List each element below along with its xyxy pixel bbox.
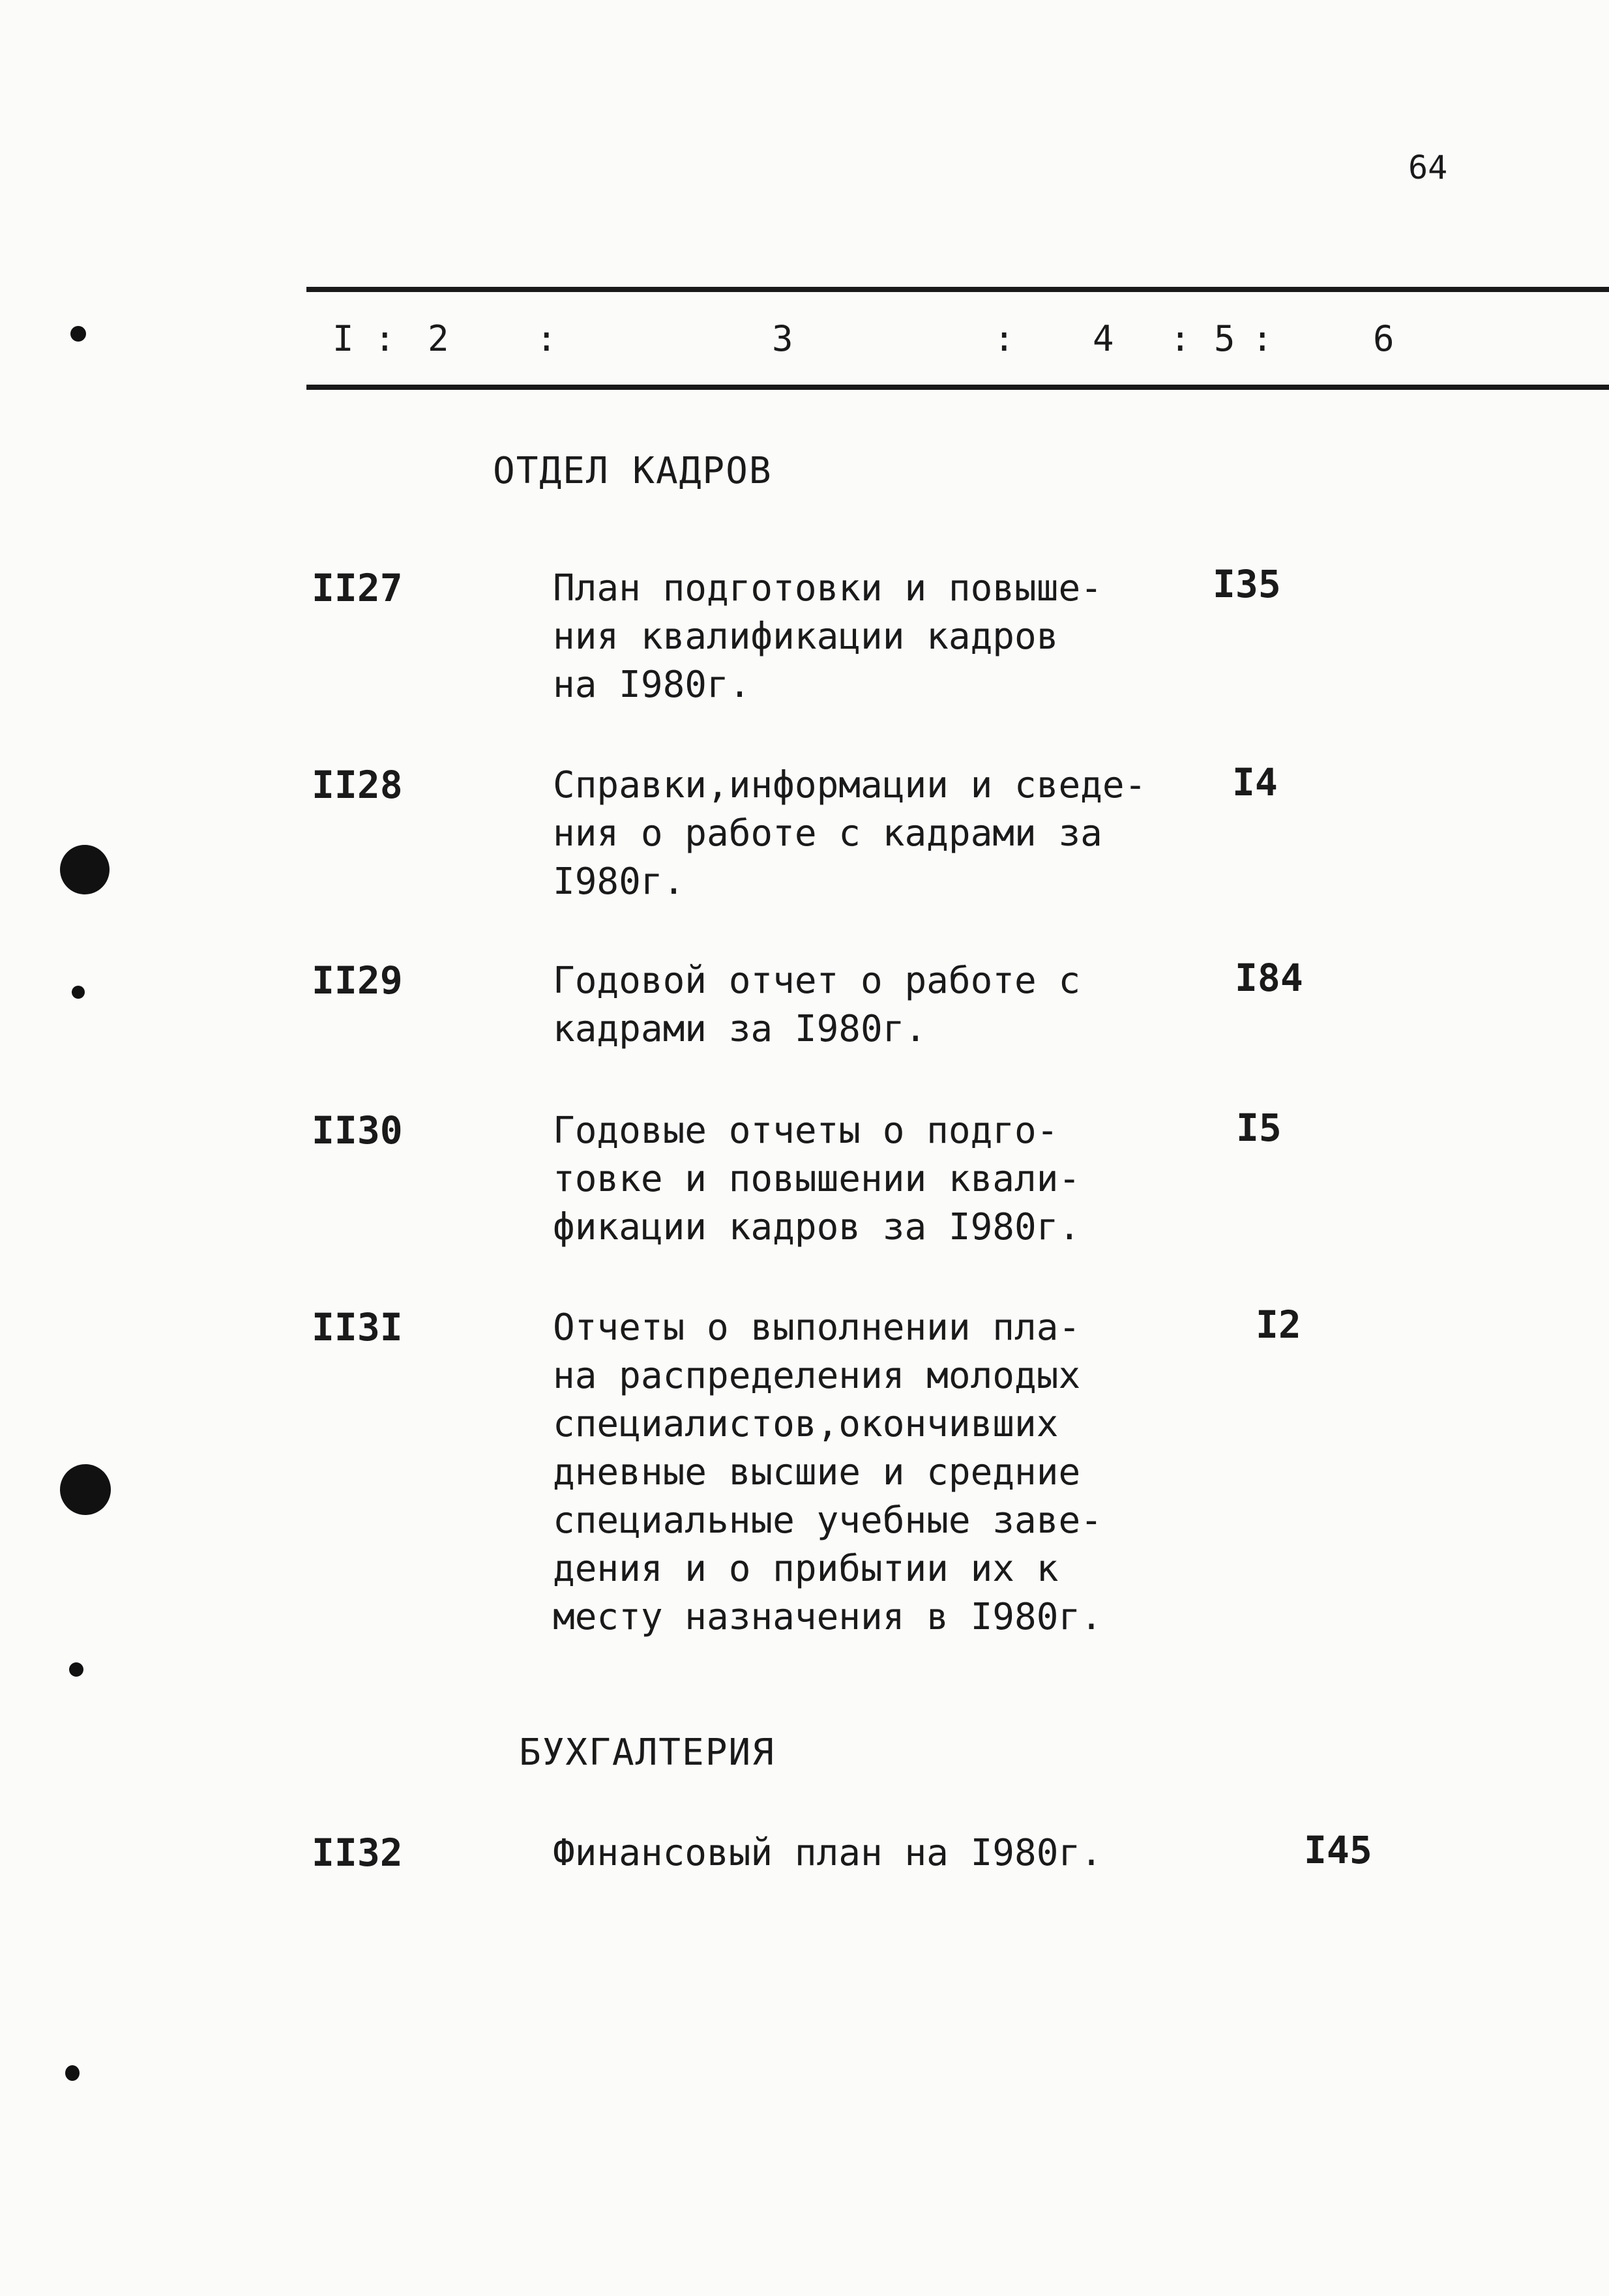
column-header-2: 2 (428, 318, 449, 359)
column-header-1: I (332, 318, 354, 359)
column-separator: : (1252, 318, 1273, 359)
page-number: 64 (1408, 149, 1448, 186)
entry-number: II27 (312, 566, 403, 610)
column-separator: : (374, 318, 396, 359)
entry-sheet-count: I4 (1232, 760, 1278, 804)
binder-hole (72, 986, 85, 999)
entry-sheet-count: I5 (1236, 1106, 1282, 1150)
binder-hole (70, 326, 86, 342)
header-rule-bottom (306, 385, 1609, 390)
header-rule-top (306, 287, 1609, 292)
binder-hole (65, 2065, 80, 2081)
entry-number: II30 (312, 1108, 403, 1153)
entry-title: Справки,информации и сведе- ния о работе с кадрами за I980г. (553, 764, 1147, 903)
column-header-5: 5 (1214, 318, 1235, 359)
entry-number: II28 (312, 763, 403, 807)
binder-hole (60, 845, 110, 894)
column-header-4: 4 (1093, 318, 1114, 359)
entry-sheet-count: I45 (1304, 1828, 1372, 1872)
entry-sheet-count: I2 (1256, 1303, 1301, 1347)
binder-hole (60, 1464, 111, 1515)
entry-number: II29 (312, 958, 403, 1003)
column-separator: : (994, 318, 1015, 359)
entry-title: Годовые отчеты о подго- товке и повышении квали- фикации кадров за I980г. (553, 1110, 1081, 1248)
section-title-personnel: ОТДЕЛ КАДРОВ (493, 450, 773, 492)
entry-title: Финансовый план на I980г. (553, 1832, 1102, 1874)
entry-sheet-count: I84 (1235, 956, 1303, 1000)
entry-number: II32 (312, 1831, 403, 1875)
column-separator: : (536, 318, 557, 359)
entry-title: Годовой отчет о работе с кадрами за I980г. (553, 960, 1081, 1050)
column-separator: : (1170, 318, 1191, 359)
binder-hole (69, 1662, 83, 1677)
column-header-3: 3 (772, 318, 793, 359)
entry-title: План подготовки и повыше- ния квалификации кадров на I980г. (553, 567, 1102, 706)
column-header-6: 6 (1373, 318, 1395, 359)
entry-sheet-count: I35 (1213, 562, 1281, 606)
entry-number: II3I (312, 1305, 403, 1349)
section-title-accounting: БУХГАЛТЕРИЯ (519, 1731, 775, 1774)
entry-title: Отчеты о выполнении пла- на распределения молодых специалистов,окончивших дневные высшие и средние специальные учебные заве- дения и о прибытии их к месту назначения в I980г. (553, 1306, 1102, 1638)
